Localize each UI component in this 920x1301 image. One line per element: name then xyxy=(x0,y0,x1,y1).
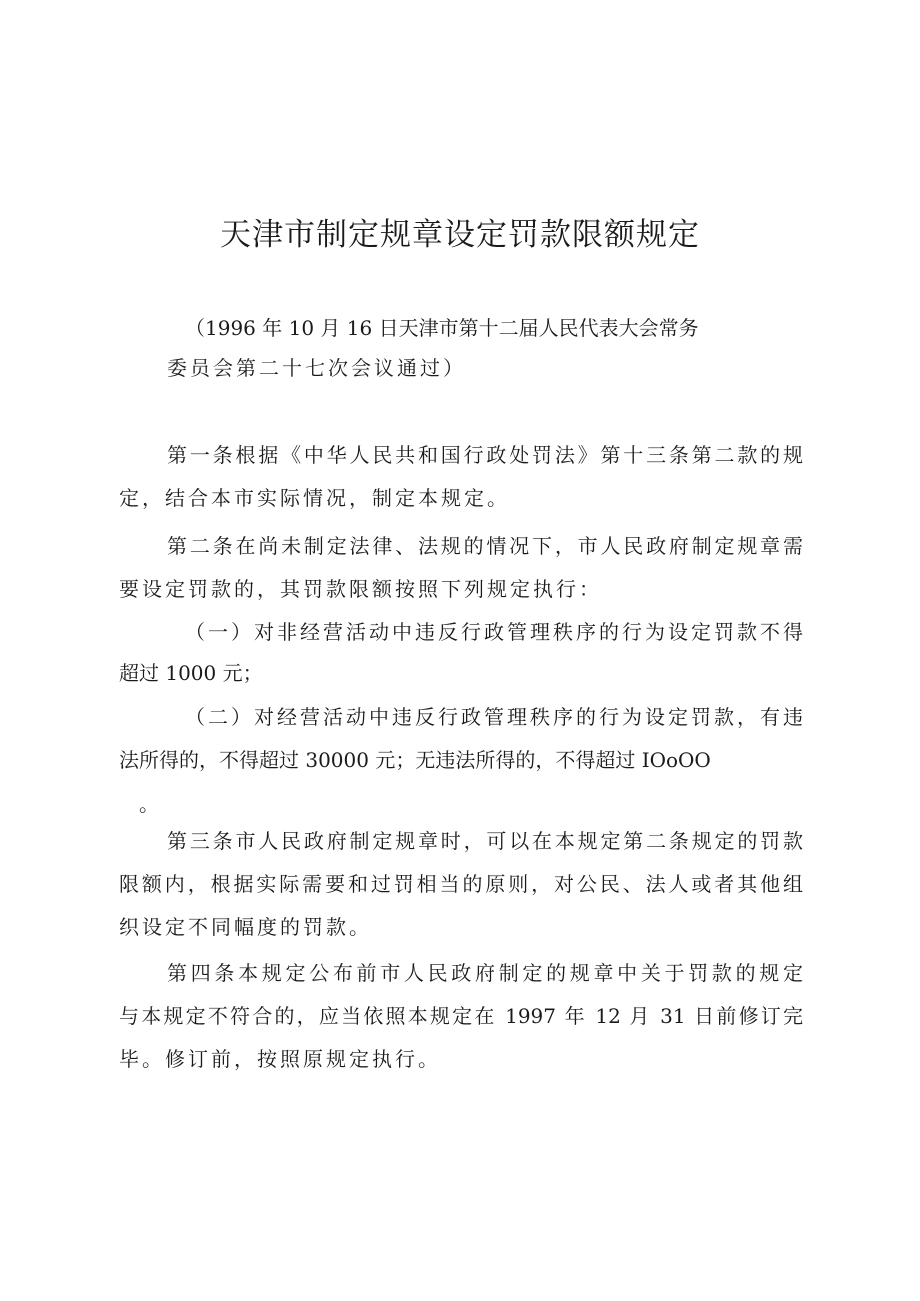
article-4-line-1: 第四条本规定公布前市人民政府制定的规章中关于罚款的规定 xyxy=(167,961,803,985)
article-1-line-1: 第一条根据《中华人民共和国行政处罚法》第十三条第二款的规 xyxy=(167,443,803,467)
document-title: 天津市制定规章设定罚款限额规定 xyxy=(220,217,700,253)
article-4-line-3: 毕。修订前，按照原规定执行。 xyxy=(119,1047,441,1071)
article-3-line-1: 第三条市人民政府制定规章时，可以在本规定第二条规定的罚款 xyxy=(167,829,803,853)
article-2-line-1: 第二条在尚未制定法律、法规的情况下，市人民政府制定规章需 xyxy=(167,534,803,558)
article-1-line-2: 定，结合本市实际情况，制定本规定。 xyxy=(119,486,510,510)
article-3-line-2: 限额内，根据实际需要和过罚相当的原则，对公民、法人或者其他组 xyxy=(119,872,803,896)
article-2-line-2: 要设定罚款的，其罚款限额按照下列规定执行： xyxy=(119,577,602,601)
subtitle-line-1: （1996 年 10 月 16 日天津市第十二届人民代表大会常务 xyxy=(185,316,699,340)
article-2-item-2-line-3: 。 xyxy=(139,792,159,816)
article-2-item-2-line-1: （二）对经营活动中违反行政管理秩序的行为设定罚款，有违 xyxy=(185,705,803,729)
article-4-line-2: 与本规定不符合的，应当依照本规定在 1997 年 12 月 31 日前修订完 xyxy=(119,1004,803,1028)
article-3-line-3: 织设定不同幅度的罚款。 xyxy=(119,915,372,939)
subtitle-line-2: 委员会第二十七次会议通过） xyxy=(167,356,466,380)
article-2-item-2-line-2: 法所得的，不得超过 30000 元；无违法所得的，不得超过 IOoOO xyxy=(119,748,711,772)
article-2-item-1-line-2: 超过 1000 元； xyxy=(119,661,263,685)
article-2-item-1-line-1: （一）对非经营活动中违反行政管理秩序的行为设定罚款不得 xyxy=(185,620,803,644)
